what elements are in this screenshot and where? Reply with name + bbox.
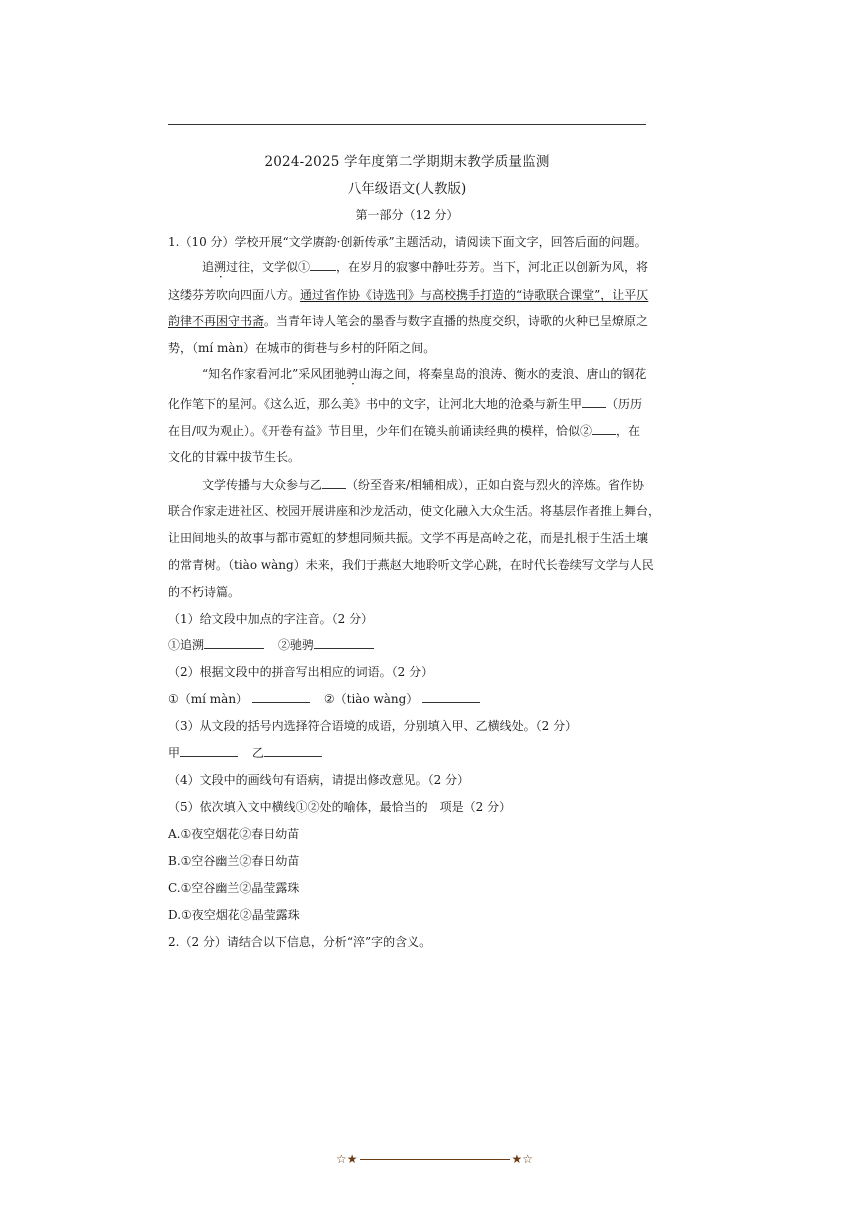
p1-line3: 韵律不再困守书斋。当青年诗人笔会的墨香与数字直播的热度交织，诗歌的火种已呈燎原之 xyxy=(168,314,649,328)
q2-stem: 2.（2 分）请结合以下信息，分析“淬”字的含义。 xyxy=(168,935,432,949)
emphasis-dot-char: 骋 xyxy=(346,367,359,381)
answer-blank-2b[interactable] xyxy=(422,690,480,703)
option-a: A.①夜空烟花②春日幼苗 xyxy=(168,827,300,841)
underlined-sentence: 通过省作协《诗选刊》与高校携手打造的“诗歌联合课堂”，让平仄 xyxy=(300,288,649,302)
p3-line2: 联合作家走进社区、校园开展讲座和沙龙活动，使文化融入大众生活。将基层作者推上舞台， xyxy=(168,504,661,518)
blank-2 xyxy=(592,422,616,435)
option-c: C.①空谷幽兰②晶莹露珠 xyxy=(168,881,300,895)
p1-line1: 追溯过往，文学似① ，在岁月的寂寥中静吐芬芳。当下，河北正以创新为风，将 xyxy=(202,260,649,274)
underlined-sentence-end: 韵律不再困守书斋 xyxy=(168,314,265,328)
header-rule xyxy=(168,124,646,125)
p3-line5: 的不朽诗篇。 xyxy=(168,585,241,599)
p1-line2: 这缕芬芳吹向四面八方。通过省作协《诗选刊》与高校携手打造的“诗歌联合课堂”，让平仄 xyxy=(168,288,649,302)
sub-question-1: （1）给文段中加点的字注音。（2 分） xyxy=(168,612,374,626)
sub-question-4: （4）文段中的画线句有语病，请提出修改意见。（2 分） xyxy=(168,773,470,787)
blank-yi xyxy=(322,476,346,489)
answer-blank-1b[interactable] xyxy=(314,636,374,649)
answer-blank-jia[interactable] xyxy=(180,744,238,757)
option-b: B.①空谷幽兰②春日幼苗 xyxy=(168,854,300,868)
blank-1 xyxy=(310,258,336,271)
p3-line3: 让田间地头的故事与都市霓虹的梦想同频共振。文学不再是高岭之花，而是扎根于生活土壤 xyxy=(168,531,649,545)
sub-question-3: （3）从文段的括号内选择符合语境的成语，分别填入甲、乙横线处。（2 分） xyxy=(168,719,578,733)
answer-blank-1a[interactable] xyxy=(204,636,264,649)
p2-line4: 文化的甘霖中拔节生长。 xyxy=(168,450,301,464)
p1-line4: 势，（mí màn）在城市的街巷与乡村的阡陌之间。 xyxy=(168,341,436,355)
p2-line1: “知名作家看河北”采风团驰骋山海之间，将秦皇岛的浪涛、衡水的麦浪、唐山的钢花 xyxy=(202,367,647,381)
answer-blank-yi[interactable] xyxy=(264,744,322,757)
part-heading: 第一部分（12 分） xyxy=(355,208,459,222)
emphasis-dot-char: 溯 xyxy=(214,260,227,274)
p2-line2: 化作笔下的星河。《这么近，那么美》书中的文字，让河北大地的沧桑与新生甲 （历历 xyxy=(168,397,643,411)
footer-rule xyxy=(360,1159,510,1160)
page-footer-ornament xyxy=(336,1152,536,1166)
exam-subtitle: 八年级语文(人教版) xyxy=(347,181,467,197)
q1-stem: 1.（10 分）学校开展“文学赓韵·创新传承”主题活动，请阅读下面文字，回答后面的问题。 xyxy=(168,235,647,249)
sub-question-5: （5）依次填入文中横线①②处的喻体，最恰当的 项是（2 分） xyxy=(168,800,512,814)
answer-blank-2a[interactable] xyxy=(252,690,310,703)
p3-line1: 文学传播与大众参与乙 （纷至沓来/相辅相成），正如白瓷与烈火的淬炼。省作协 xyxy=(202,478,645,492)
p2-line3: 在目/叹为观止）。《开卷有益》节目里，少年们在镜头前诵读经典的模样，恰似② ，在 xyxy=(168,424,641,438)
sub3-answers: 甲 乙 xyxy=(168,744,648,761)
p3-line4: 的常青树。（tiào wàng）未来，我们于燕赵大地聆听文学心跳，在时代长卷续写文学与人民 xyxy=(168,558,654,572)
sub2-answers: ①（mí màn） ②（tiào wàng） xyxy=(168,690,648,707)
blank-jia xyxy=(582,395,606,408)
option-d: D.①夜空烟花②晶莹露珠 xyxy=(168,908,300,922)
star-icon-right: ★☆ xyxy=(511,1152,534,1166)
star-icon-left: ☆★ xyxy=(336,1152,358,1166)
exam-title: 2024-2025 学年度第二学期期末教学质量监测 xyxy=(264,154,550,170)
sub1-answers: ①追溯 ②驰骋 xyxy=(168,636,648,653)
sub-question-2: （2）根据文段中的拼音写出相应的词语。（2 分） xyxy=(168,665,434,679)
